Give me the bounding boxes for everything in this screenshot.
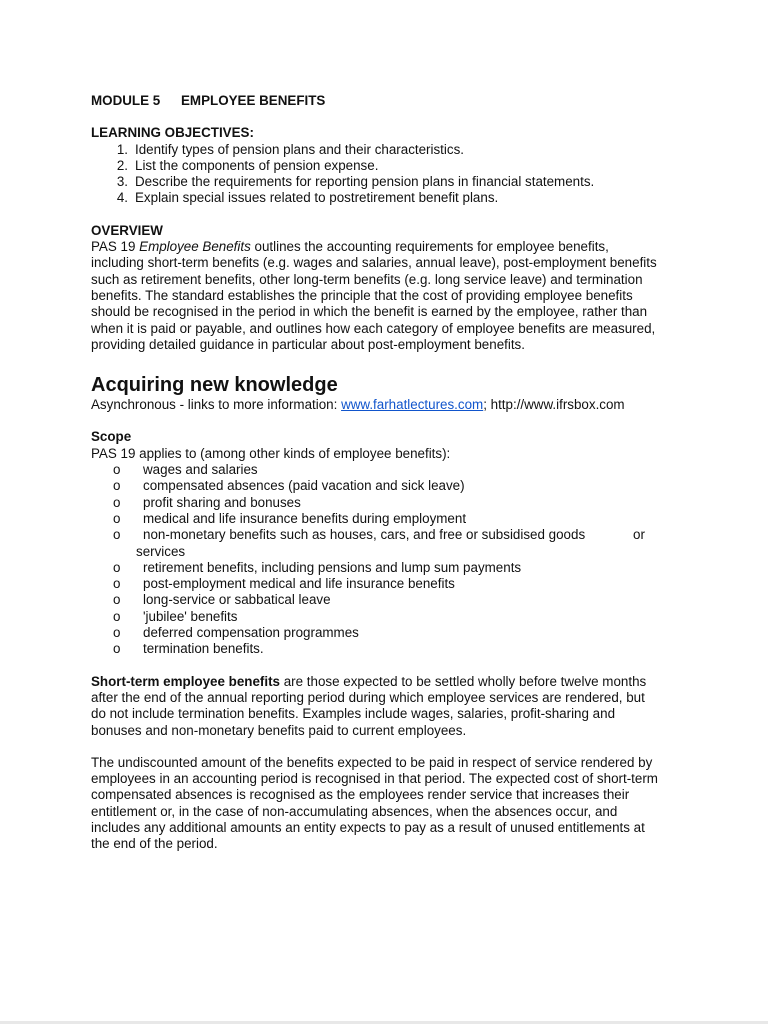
list-item (91, 478, 691, 494)
wrap-or: or (633, 527, 645, 543)
farhatlectures-link[interactable]: www.farhatlectures.com (341, 397, 484, 413)
item-text: List the components of pension expense. (135, 157, 379, 173)
item-text: Describe the requirements for reporting pension plans in financial statements. (135, 174, 595, 190)
module-number: MODULE 5 (91, 93, 161, 108)
item-text: deferred compensation programmes (143, 625, 359, 641)
list-item (91, 142, 691, 158)
text-line: such as retirement benefits, other long-term benefits (e.g. long service leave) and termination (91, 271, 643, 287)
text-line: providing detailed guidance in particular about post-employment benefits. (91, 336, 525, 352)
item-text: compensated absences (paid vacation and sick leave) (143, 478, 465, 494)
list-item (91, 511, 691, 527)
item-text: long-service or sabbatical leave (143, 592, 331, 608)
text-line: when it is paid or payable, and outlines how each category of employee benefits are measured, (91, 320, 656, 336)
list-item (91, 174, 691, 190)
overview-heading: OVERVIEW (91, 222, 163, 238)
list-item (91, 609, 691, 625)
bullet-icon: o (113, 641, 121, 657)
text-line: do not include termination benefits. Examples include wages, salaries, profit-sharing and (91, 706, 616, 722)
item-text: wages and salaries (143, 462, 258, 478)
bullet-icon: o (113, 527, 121, 543)
text-line: outlines the accounting requirements for employee benefits, (250, 239, 609, 255)
bullet-icon: o (113, 478, 121, 494)
item-number: 1. (116, 141, 128, 157)
section-heading: Acquiring new knowledge (91, 374, 338, 397)
document-page (91, 93, 691, 853)
item-text: medical and life insurance benefits during employment (143, 510, 467, 526)
list-item (91, 158, 691, 174)
text-line: entitlement or, in the case of non-accumulating absences, when the absences occur, and (91, 803, 618, 819)
text-line: includes any additional amounts an entity expects to pay as a result of unused entitlements at (91, 819, 645, 835)
objectives-list (91, 142, 691, 207)
list-item (91, 592, 691, 608)
scope-intro: PAS 19 applies to (among other kinds of employee benefits): (91, 445, 451, 461)
item-text: profit sharing and bonuses (143, 494, 301, 510)
text-line: including short-term benefits (e.g. wages and salaries, annual leave), post-employment benefits (91, 255, 657, 271)
list-item (91, 576, 691, 592)
item-number: 4. (116, 190, 128, 206)
links-suffix: ; http://www.ifrsbox.com (483, 397, 625, 413)
bullet-icon: o (113, 625, 121, 641)
bullet-icon: o (113, 592, 121, 608)
bullet-icon: o (113, 576, 121, 592)
module-name: EMPLOYEE BENEFITS (181, 93, 326, 108)
item-number: 3. (116, 174, 128, 190)
overview-paragraph (91, 239, 691, 353)
text-line: The undiscounted amount of the benefits expected to be paid in respect of service rendered by (91, 754, 653, 770)
bullet-icon: o (113, 559, 121, 575)
bullet-icon: o (113, 510, 121, 526)
list-item (91, 190, 691, 206)
scope-heading: Scope (91, 429, 132, 445)
objectives-heading: LEARNING OBJECTIVES: (91, 125, 254, 141)
overview-italic: Employee Benefits (139, 239, 251, 255)
bullet-icon: o (113, 494, 121, 510)
text-line: employees in an accounting period is recognised in that period. The expected cost of short-term (91, 771, 658, 787)
bullet-icon: o (113, 608, 121, 624)
text-line: bonuses and non-monetary benefits paid to current employees. (91, 722, 467, 738)
item-text: services (136, 543, 186, 559)
list-item (91, 641, 691, 657)
list-item (91, 495, 691, 511)
module-title (91, 93, 691, 109)
item-text: Explain special issues related to postretirement benefit plans. (135, 190, 499, 206)
item-number: 2. (116, 157, 128, 173)
list-item (91, 560, 691, 576)
text-line: benefits. The standard establishes the principle that the cost of providing employee benefits (91, 287, 633, 303)
links-prefix: Asynchronous - links to more information: (91, 397, 342, 413)
text-line: compensated absences is recognised as the employees render service that increases their (91, 787, 630, 803)
item-text: post-employment medical and life insurance benefits (143, 576, 455, 592)
short-term-term: Short-term employee benefits (91, 673, 280, 689)
item-text: non-monetary benefits such as houses, cars, and free or subsidised goods (143, 527, 586, 543)
text-line: should be recognised in the period in which the benefit is earned by the employee, rather than (91, 304, 648, 320)
links-line (91, 397, 691, 413)
item-text: retirement benefits, including pensions and lump sum payments (143, 559, 522, 575)
list-item (91, 527, 691, 543)
text-line: after the end of the annual reporting period during which employee services are rendered, but (91, 689, 645, 705)
bullet-icon: o (113, 462, 121, 478)
list-item-continuation (91, 544, 691, 560)
overview-lead: PAS 19 (91, 239, 140, 255)
item-text: termination benefits. (143, 641, 264, 657)
text-line: the end of the period. (91, 836, 218, 852)
short-term-paragraph (91, 674, 691, 739)
undiscounted-paragraph (91, 755, 691, 853)
scope-list (91, 462, 691, 658)
item-text: 'jubilee' benefits (143, 608, 238, 624)
item-text: Identify types of pension plans and their characteristics. (135, 141, 464, 157)
text-line: are those expected to be settled wholly before twelve months (280, 673, 647, 689)
list-item (91, 462, 691, 478)
list-item (91, 625, 691, 641)
